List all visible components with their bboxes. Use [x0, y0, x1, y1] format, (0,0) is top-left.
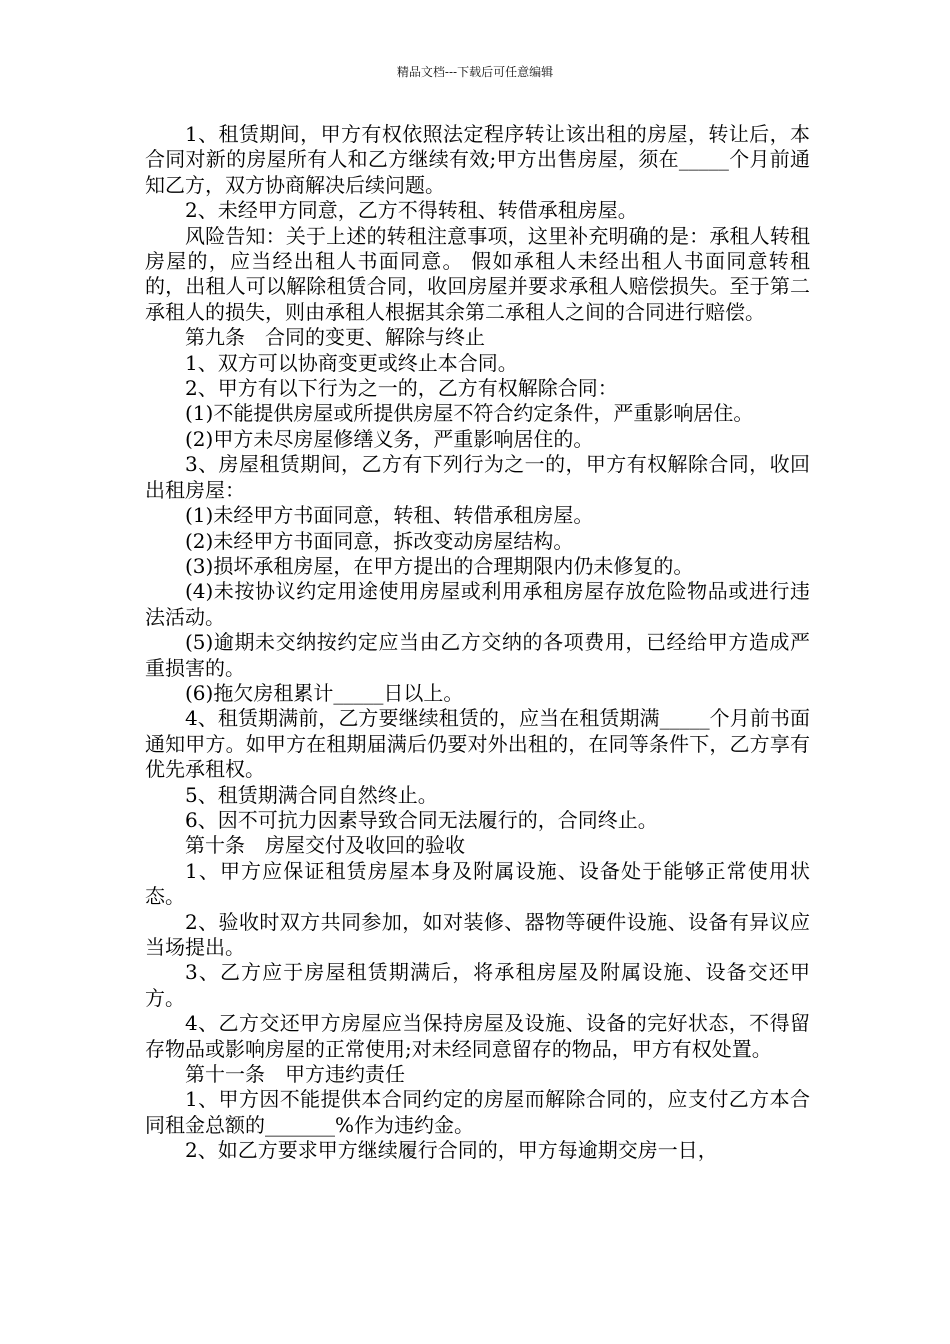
paragraph: 5、租赁期满合同自然终止。 — [185, 782, 438, 807]
paragraph: 风险告知：关于上述的转租注意事项，这里补充明确的是：承租人转租房屋的，应当经出租人书面同意。 假如承租人未经出租人书面同意转租的，出租人可以解除租赁合同，收回房屋并要求承租人赔偿损失。至于第二承租人的损失，则由承租人根据其余第二承租人之间的合同进行赔偿。 — [145, 223, 810, 324]
paragraph: 4、租赁期满前，乙方要继续租赁的，应当在租赁期满_____个月前书面通知甲方。如甲方在租期届满后仍要对外出租的，在同等条件下，乙方享有优先承租权。 — [145, 706, 810, 782]
paragraph: 2、未经甲方同意，乙方不得转租、转借承租房屋。 — [185, 198, 638, 223]
paragraph: 1、租赁期间，甲方有权依照法定程序转让该出租的房屋，转让后，本合同对新的房屋所有人和乙方继续有效;甲方出售房屋，须在_____个月前通知乙方，双方协商解决后续问题。 — [145, 122, 810, 197]
paragraph: (2)甲方未尽房屋修缮义务，严重影响居住的。 — [185, 426, 594, 451]
paragraph: 3、房屋租赁期间，乙方有下列行为之一的，甲方有权解除合同，收回出租房屋： — [145, 452, 810, 502]
paragraph: 3、乙方应于房屋租赁期满后，将承租房屋及附属设施、设备交还甲方。 — [145, 960, 810, 1010]
paragraph: 2、甲方有以下行为之一的，乙方有权解除合同： — [185, 376, 618, 401]
paragraph: 4、乙方交还甲方房屋应当保持房屋及设施、设备的完好状态，不得留存物品或影响房屋的正常使用;对未经同意留存的物品，甲方有权处置。 — [145, 1011, 810, 1061]
paragraph: (4)未按协议约定用途使用房屋或利用承租房屋存放危险物品或进行违法活动。 — [145, 579, 810, 629]
paragraph: (5)逾期未交纳按约定应当由乙方交纳的各项费用，已经给甲方造成严重损害的。 — [145, 630, 810, 680]
paragraph: (6)拖欠房租累计_____日以上。 — [185, 680, 464, 705]
section-heading: 第十一条 甲方违约责任 — [185, 1062, 405, 1087]
paragraph: 6、因不可抗力因素导致合同无法履行的，合同终止。 — [185, 807, 658, 832]
paragraph: (1)不能提供房屋或所提供房屋不符合约定条件，严重影响居住。 — [185, 401, 754, 426]
paragraph: (1)未经甲方书面同意，转租、转借承租房屋。 — [185, 503, 594, 528]
paragraph: (2)未经甲方书面同意，拆改变动房屋结构。 — [185, 528, 574, 553]
paragraph: 2、验收时双方共同参加，如对装修、器物等硬件设施、设备有异议应当场提出。 — [145, 909, 810, 959]
page-header: 精品文档---下载后可任意编辑 — [396, 65, 554, 79]
section-heading: 第九条 合同的变更、解除与终止 — [185, 325, 485, 350]
paragraph: 1、甲方因不能提供本合同约定的房屋而解除合同的，应支付乙方本合同租金总额的_______%作为违约金。 — [145, 1087, 810, 1137]
paragraph: 1、甲方应保证租赁房屋本身及附属设施、设备处于能够正常使用状态。 — [145, 858, 810, 909]
paragraph: 2、如乙方要求甲方继续履行合同的，甲方每逾期交房一日， — [185, 1138, 718, 1163]
document-body — [145, 122, 810, 1164]
paragraph: (3)损坏承租房屋，在甲方提出的合理期限内仍未修复的。 — [185, 553, 694, 578]
paragraph: 1、双方可以协商变更或终止本合同。 — [185, 350, 518, 375]
section-heading: 第十条 房屋交付及收回的验收 — [185, 833, 465, 858]
